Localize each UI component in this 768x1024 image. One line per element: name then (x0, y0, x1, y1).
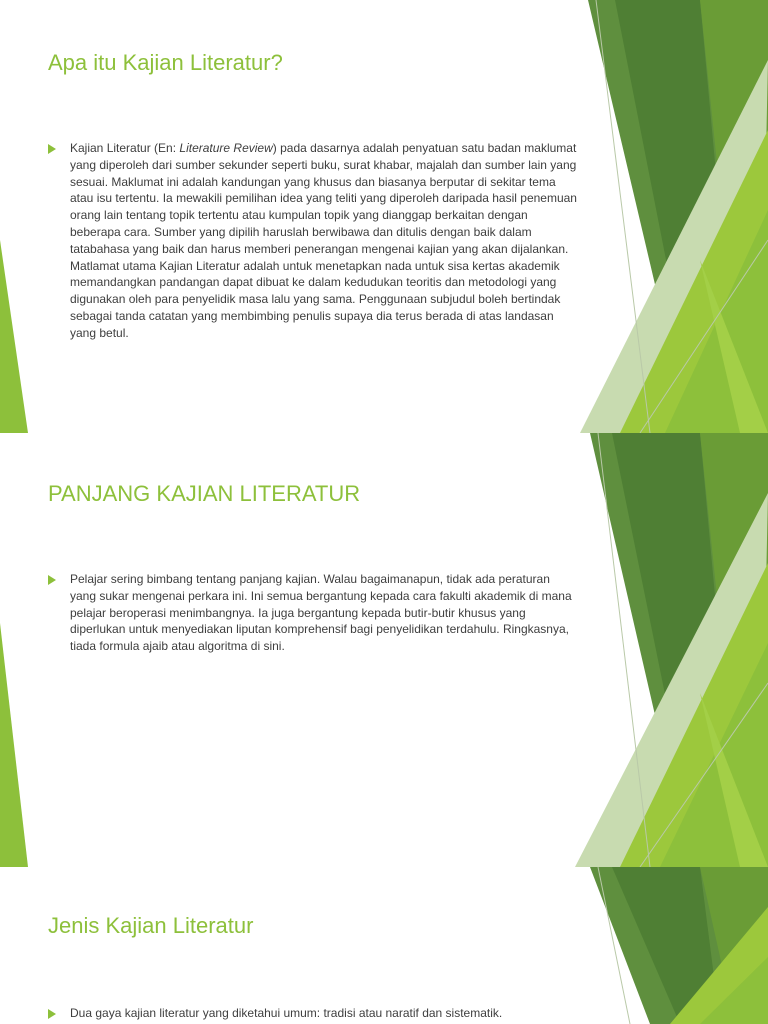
slide-2 (0, 433, 768, 867)
bullet-text (70, 140, 578, 342)
slide-title: Jenis Kajian Literatur (48, 913, 254, 938)
bullet-arrow-icon (48, 575, 56, 585)
slide-3 (0, 867, 768, 1024)
slide-title: Apa itu Kajian Literatur? (48, 50, 283, 75)
bullet-italic-term: Literature Review (179, 141, 273, 155)
bullet-arrow-icon (48, 144, 56, 154)
bullet-paragraph (48, 140, 578, 342)
bullet-text: Pelajar sering bimbang tentang panjang kajian. Walau bagaimanapun, tidak ada peraturan yang sukar mengenai perkara ini. Ini semua bergantung kepada cara fakulti akademik di mana pelajar beroperasi menimbangnya. Ia juga bergantung kepada butir-butir khusus yang diperlukan untuk menyediakan liputan komprehensif bagi penyelidikan terdahulu. Ringkasnya, tiada formula ajaib atau algoritma di sini. (70, 572, 572, 654)
slide-1 (0, 0, 768, 433)
slide-title: PANJANG KAJIAN LITERATUR (48, 481, 361, 506)
green-triangle-decoration (0, 867, 768, 1024)
bullet-intro-text: Kajian Literatur (En: (70, 141, 180, 155)
bullet-rest-text: ) pada dasarnya adalah penyatuan satu badan maklumat yang diperoleh dari sumber sekunder seperti buku, surat khabar, majalah dan sumber lain yang sesuai. Maklumat ini adalah kandungan yang khusus dan biasanya berputar di sekitar tema atau isu tertentu. Ia mewakili pemilihan idea yang teliti yang diperoleh daripada hasil penemuan orang lain tentang topik tertentu atau kumpulan topik yang dianggap berkaitan dengan beberapa cara. Sumber yang dipilih haruslah berwibawa dan ditulis dengan baik dalam tatabahasa yang baik dan harus memberi penerangan mengenai kajian yang akan dijalankan. Matlamat utama Kajian Literatur adalah untuk menetapkan nada untuk sisa kertas akademik memandangkan pandangan dapat dibuat ke dalam kedudukan teoritis dan metodologi yang digunakan oleh para penyelidik masa lalu yang sama. Penggunaan subjudul boleh bertindak sebagai tanda catatan yang membimbing penulis supaya dia terus berada di atas landasan yang betul. (70, 141, 577, 340)
bullet-paragraph (48, 571, 578, 655)
bullet-arrow-icon (48, 1009, 56, 1019)
bullet-text: Dua gaya kajian literatur yang diketahui umum: tradisi atau naratif dan sistematik. (70, 1006, 503, 1020)
bullet-paragraph (48, 1005, 608, 1022)
